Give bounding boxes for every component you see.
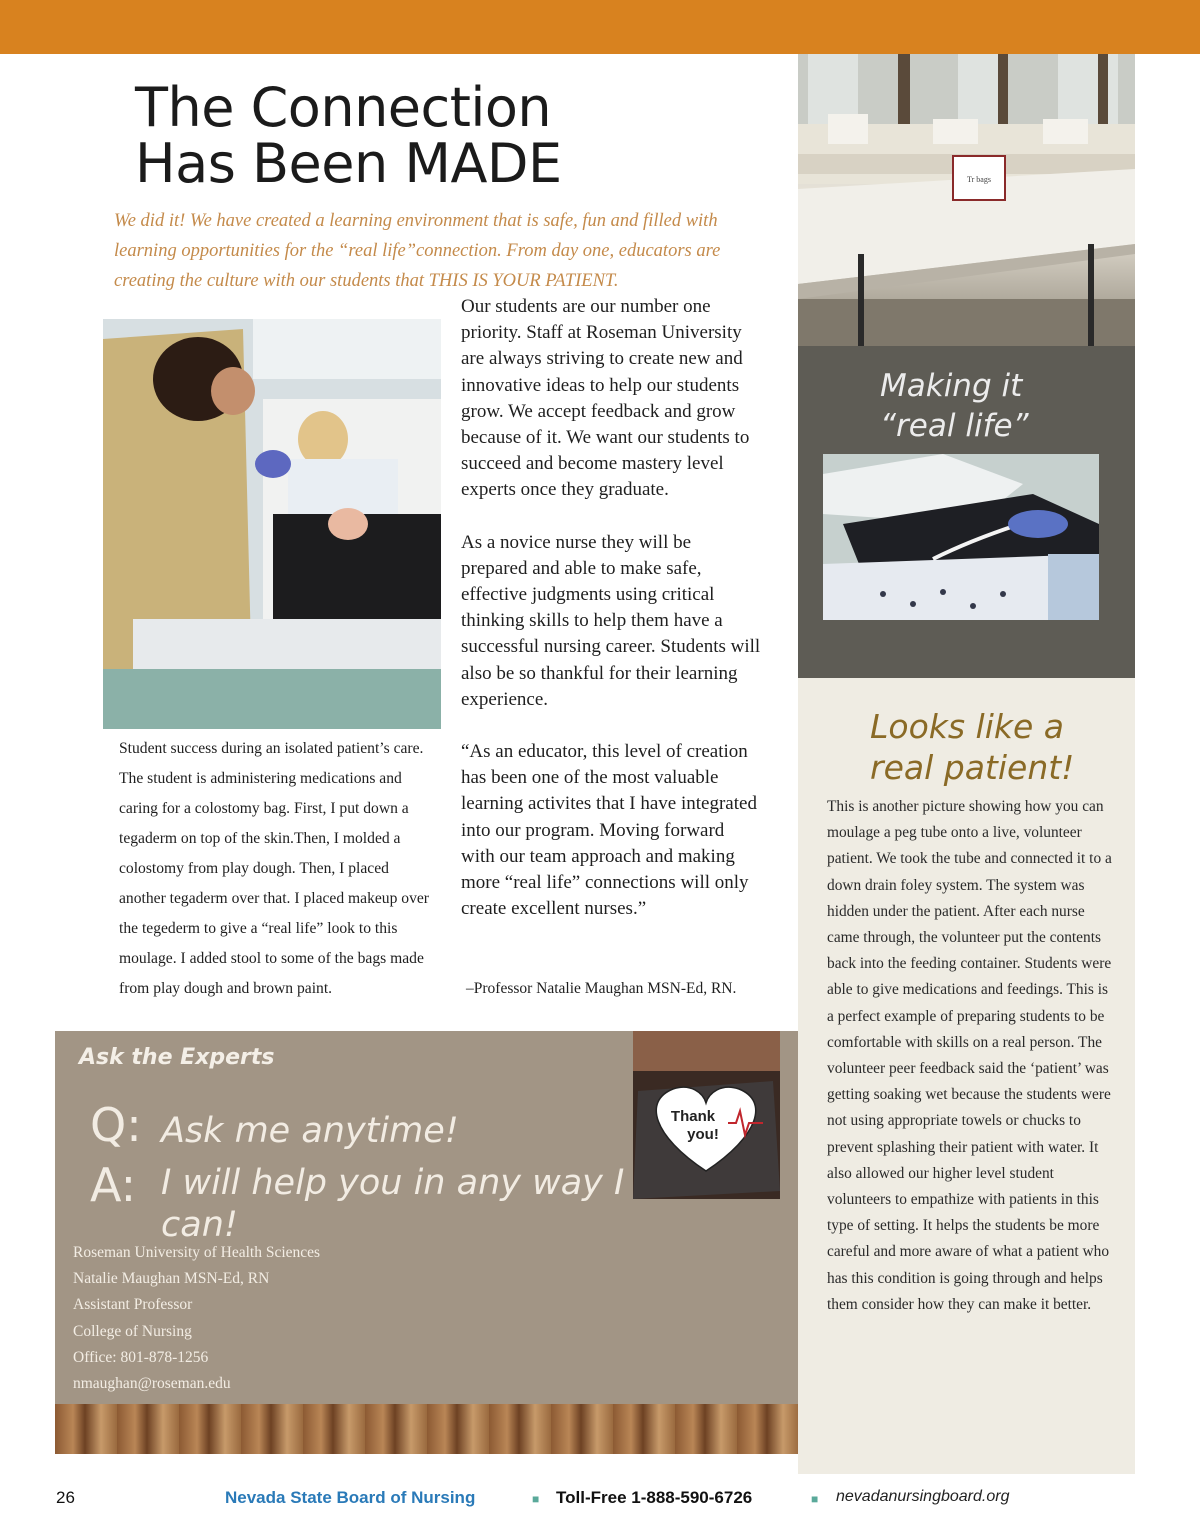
article-body bbox=[461, 294, 761, 922]
title-line1: The Connection bbox=[135, 76, 552, 139]
looks-heading-line1: Looks like a bbox=[870, 707, 1065, 746]
question-text: Ask me anytime! bbox=[161, 1111, 459, 1151]
classroom-photo bbox=[798, 54, 1135, 346]
question-letter: Q: bbox=[90, 1098, 142, 1152]
footer-phone: Toll-Free 1-888-590-6726 bbox=[556, 1488, 753, 1507]
cookie-text-line1: Thank bbox=[670, 1108, 716, 1125]
quote-attribution: –Professor Natalie Maughan MSN-Ed, RN. bbox=[466, 980, 737, 997]
body-paragraph-2: As a novice nurse they will be prepared and able to make safe, effective judgments using critical thinking skills to help them have a successful nursing career. Students will also be so thankful for their learning experience. bbox=[461, 531, 761, 710]
contact-office-phone: Office: 801-878-1256 bbox=[73, 1348, 209, 1366]
thank-you-cookie-photo bbox=[633, 1031, 780, 1199]
making-heading-line1: Making it bbox=[880, 368, 1023, 404]
footer-org-name: Nevada State Board of Nursing bbox=[225, 1488, 476, 1507]
sign-text: Tr bags bbox=[967, 175, 991, 184]
footer-bullet-icon: ■ bbox=[811, 1492, 819, 1506]
peg-tube-photo bbox=[823, 454, 1099, 620]
footer-bullet-icon: ■ bbox=[532, 1492, 540, 1506]
looks-heading-line2: real patient! bbox=[870, 748, 1075, 787]
contact-college: College of Nursing bbox=[73, 1322, 192, 1340]
answer-text: I will help you in any way I can! bbox=[161, 1163, 625, 1245]
making-heading-line2: “real life” bbox=[880, 408, 1029, 444]
body-paragraph-1: Our students are our number one priority. Staff at Roseman University are always striving to create new and innovative ideas to help our students grow. We accept feedback and grow because of it. We want our students to succeed and become mastery level experts once they graduate. bbox=[461, 296, 750, 501]
stone-texture-band bbox=[55, 1404, 798, 1454]
answer-letter: A: bbox=[90, 1158, 137, 1212]
contact-university: Roseman University of Health Sciences bbox=[73, 1244, 321, 1261]
cookie-text-line2: you! bbox=[687, 1126, 719, 1143]
title-line2: Has Been MADE bbox=[135, 132, 562, 195]
contact-title: Assistant Professor bbox=[73, 1296, 193, 1314]
top-color-bar bbox=[0, 0, 1200, 54]
sidebar-body-text: This is another picture showing how you can moulage a peg tube onto a live, volunteer patient. We took the tube and connected it to a down drain foley system. The system was hidden under the patient. After each nurse came through, the volunteer put the contents back into the feeding container. Students were able to give medications and feedings. This is a perfect example of preparing students to be comfortable with skills on a real person. The volunteer peer feedback said the ‘patient’ was getting soaking wet because the students were not using appropriate towels or chucks to prevent splashing their patient with water. It also allowed our higher level student volunteers to empathize with patients in this type of setting. It helps the students be more careful and more aware of what a patient who has this condition is going through and helps them consider how they can make it better. bbox=[827, 798, 1112, 1313]
page-title bbox=[135, 76, 775, 195]
expert-contact-info bbox=[73, 1240, 433, 1397]
nursing-student-photo bbox=[103, 319, 441, 729]
ask-the-experts-heading: Ask the Experts bbox=[79, 1045, 275, 1070]
peg-tube-illustration bbox=[823, 454, 1099, 620]
nursing-student-illustration bbox=[103, 319, 441, 729]
page-number: 26 bbox=[56, 1488, 75, 1507]
making-real-life-heading bbox=[880, 366, 1029, 446]
educator-quote: “As an educator, this level of creation has been one of the most valuable learning activites that I have integrated into our program. Moving forward with our team approach and making more “real life” connections will only create excellent nurses.” bbox=[461, 741, 757, 920]
classroom-illustration bbox=[798, 54, 1135, 346]
footer-website: nevadanursingboard.org bbox=[836, 1488, 1010, 1505]
contact-name: Natalie Maughan MSN-Ed, RN bbox=[73, 1270, 270, 1288]
cookie-illustration bbox=[633, 1031, 780, 1199]
intro-paragraph: We did it! We have created a learning environment that is safe, fun and filled with learning opportunities for the “real life”connection. From day one, educators are creating the culture with our students that THIS IS YOUR PATIENT. bbox=[114, 211, 721, 291]
contact-email: nmaughan@roseman.edu bbox=[73, 1375, 231, 1393]
looks-like-real-patient-heading bbox=[870, 706, 1074, 788]
photo-caption: Student success during an isolated patient’s care. The student is administering medications and caring for a colostomy bag. First, I put down a tegaderm on top of the skin.Then, I molded a colostomy from play dough. Then, I placed another tegaderm over that. I placed makeup over the tegederm to give a “real life” look to this moulage. I added stool to some of the bags made from play dough and brown paint. bbox=[119, 740, 430, 997]
